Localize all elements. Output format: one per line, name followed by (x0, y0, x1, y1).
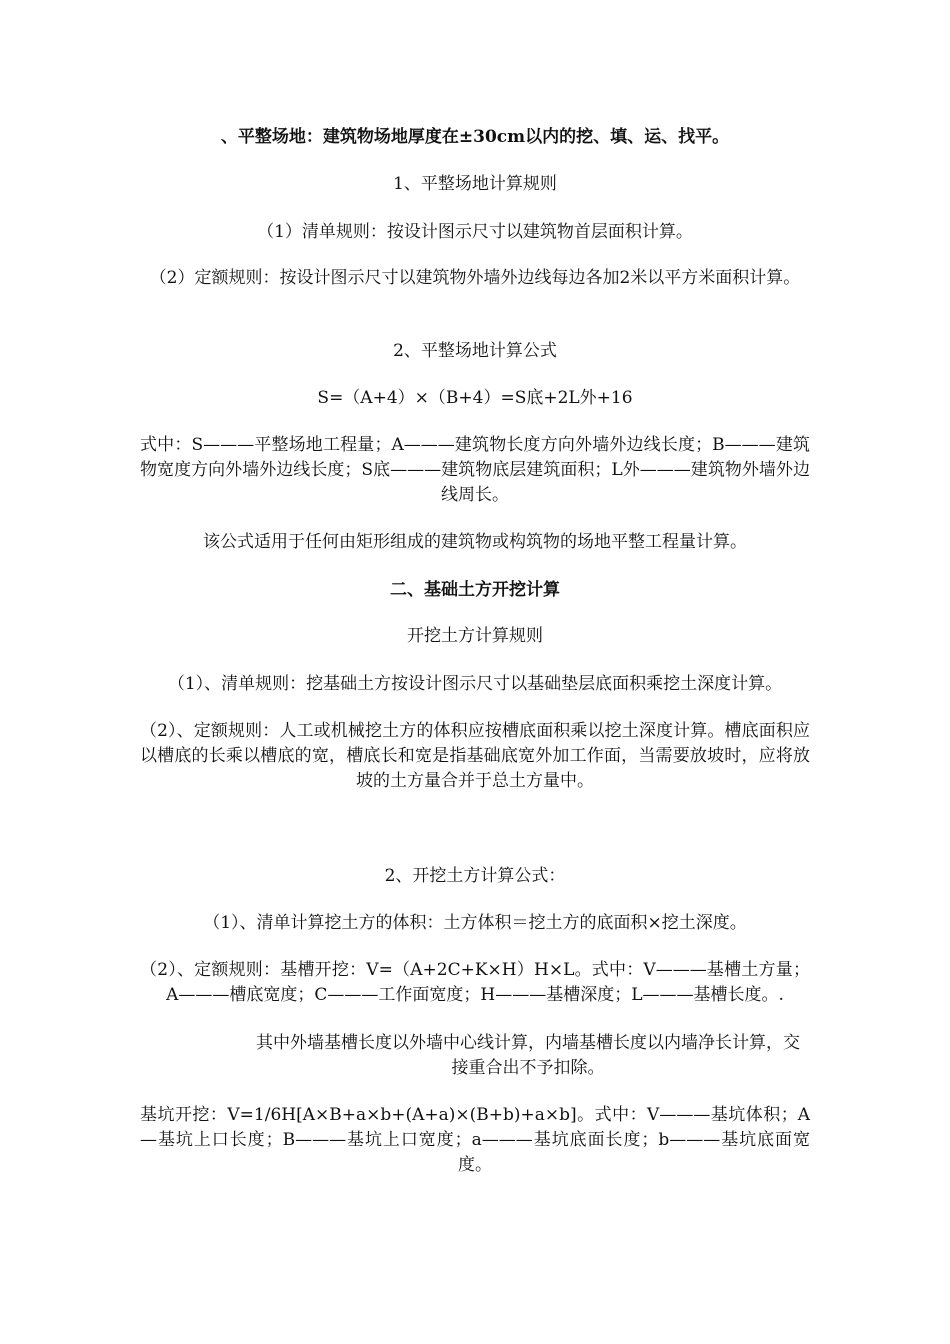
subheading-excavation-rules: 开挖土方计算规则 (407, 626, 543, 646)
paragraph-formula-legend: 式中：S———平整场地工程量；A———建筑物长度方向外墙外边线长度；B———建筑物宽度方向外墙外边线长度；S底———建筑物底层建筑面积；L外———建筑物外墙外边线周长。 (140, 435, 810, 505)
paragraph-list-rule: （1）清单规则：按设计图示尺寸以建筑物首层面积计算。 (257, 222, 693, 242)
paragraph-trench-length-note: 其中外墙基槽长度以外墙中心线计算，内墙基槽长度以内墙净长计算，交接重合出不予扣除。 (256, 1033, 800, 1078)
section-heading-site-leveling: 、平整场地：建筑物场地厚度在±30cm以内的挖、填、运、找平。 (220, 127, 730, 147)
paragraph-list-volume-formula: （1）、清单计算挖土方的体积：土方体积＝挖土方的底面积×挖土深度。 (203, 913, 747, 933)
paragraph-excavation-list-rule: （1）、清单规则：挖基础土方按设计图示尺寸以基础垫层底面积乘挖土深度计算。 (167, 674, 783, 694)
paragraph-trench-formula: （2）、定额规则：基槽开挖：V=（A+2C+K×H）H×L。式中：V———基槽土方量；A———槽底宽度；C———工作面宽度；H———基槽深度；L———基槽长度。. (140, 960, 810, 1005)
section-heading-excavation: 二、基础土方开挖计算 (390, 580, 560, 600)
paragraph-formula-applicability: 该公式适用于任何由矩形组成的建筑物或构筑物的场地平整工程量计算。 (203, 532, 747, 552)
paragraph-excavation-quota-rule: （2）、定额规则：人工或机械挖土方的体积应按槽底面积乘以挖土深度计算。槽底面积应以槽底的长乘以槽底的宽，槽底长和宽是指基础底宽外加工作面，当需要放坡时，应将放坡的土方量合并于总土方量中。 (140, 721, 810, 791)
paragraph-pit-formula: 基坑开挖：V=1/6H[A×B+a×b+(A+a)×(B+b)+a×b]。式中：V———基坑体积；A—基坑上口长度；B———基坑上口宽度；a———基坑底面长度；b———基坑底面宽度。 (140, 1105, 810, 1175)
formula-leveling: S=（A+4）×（B+4）=S底+2L外+16 (317, 388, 633, 408)
subheading-leveling-formula: 2、平整场地计算公式 (393, 341, 557, 361)
paragraph-quota-rule: （2）定额规则：按设计图示尺寸以建筑物外墙外边线每边各加2米以平方米面积计算。 (149, 268, 801, 288)
subheading-leveling-rules: 1、平整场地计算规则 (393, 174, 557, 194)
subheading-excavation-formula: 2、开挖土方计算公式： (384, 866, 566, 886)
